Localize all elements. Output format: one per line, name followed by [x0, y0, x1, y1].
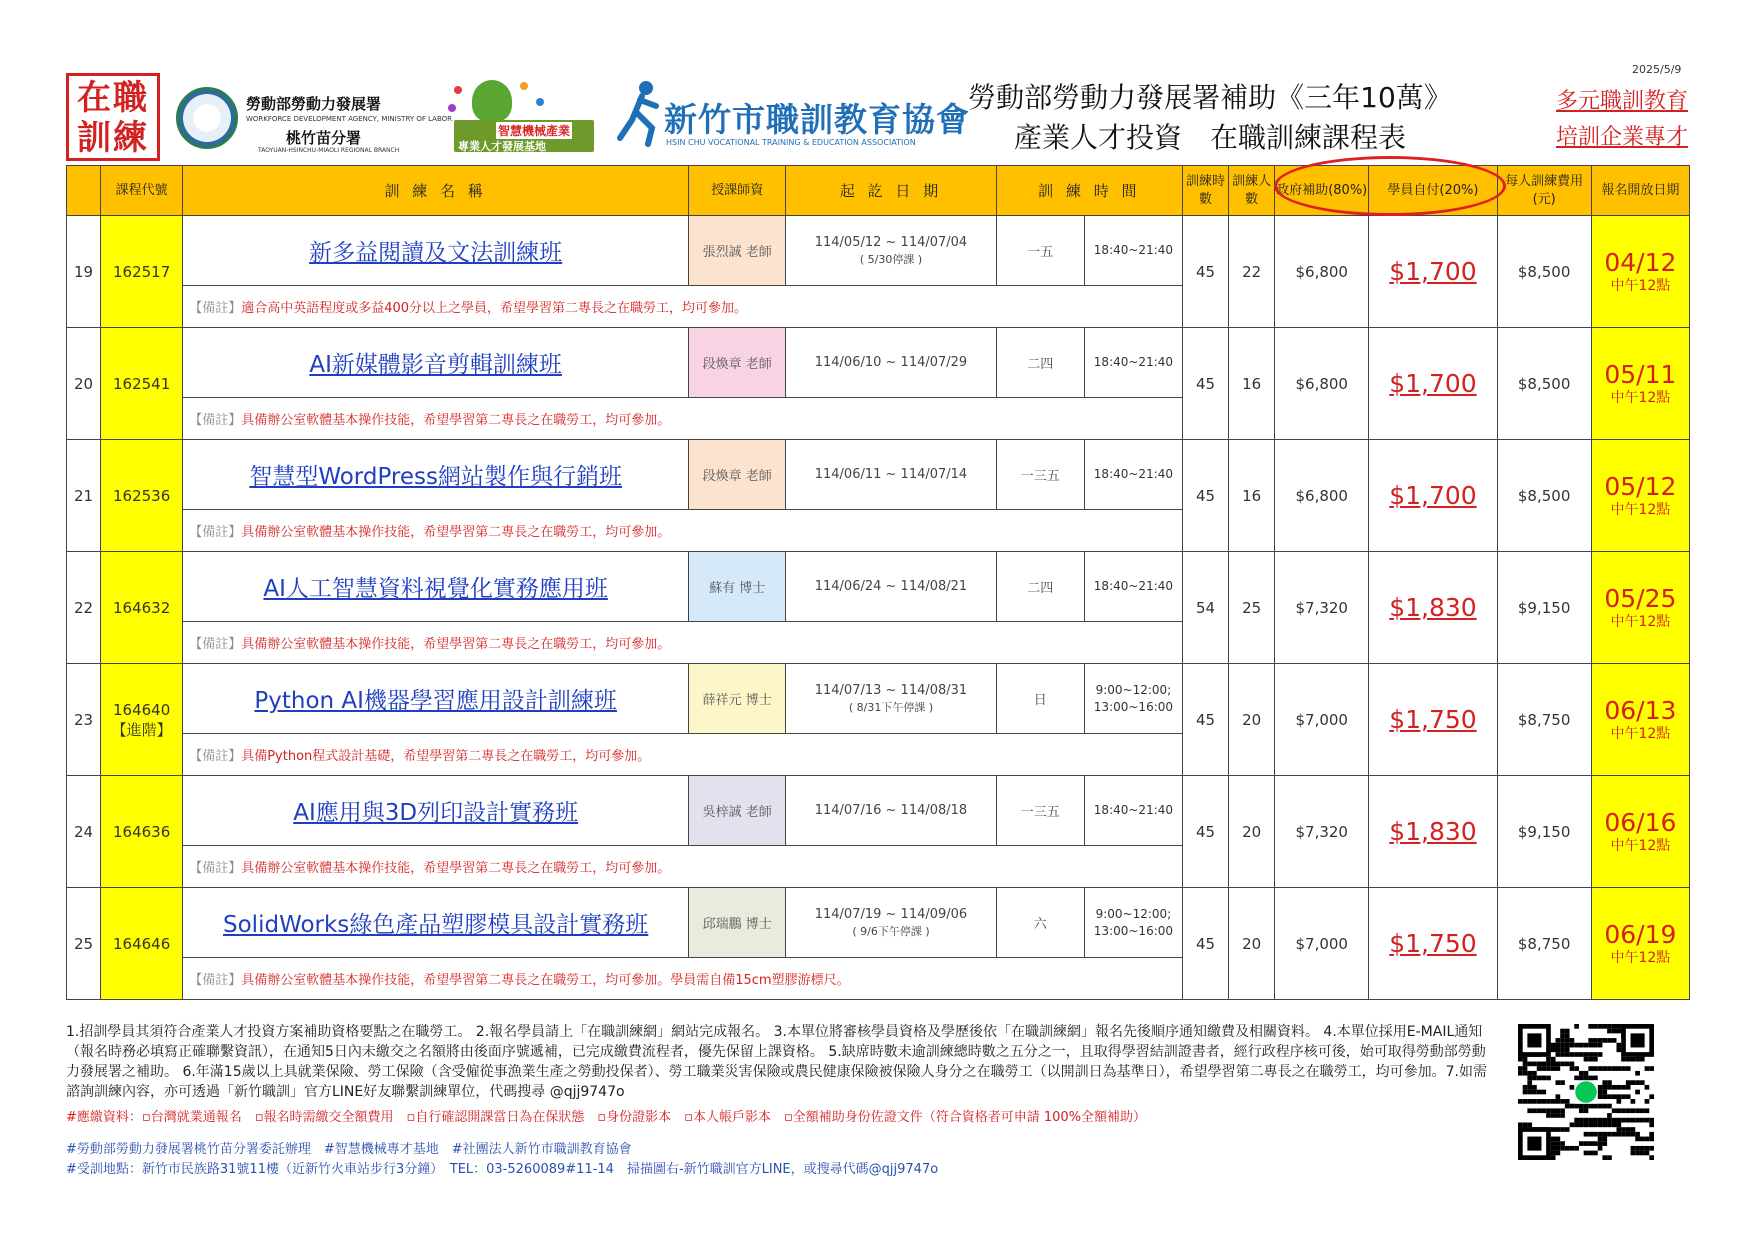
note-prefix: 【備註】 — [189, 413, 242, 428]
course-level: 【進階】 — [111, 720, 172, 739]
course-days: 一三五 — [996, 776, 1084, 846]
course-name-link[interactable]: AI新媒體影音剪輯訓練班 — [309, 352, 562, 378]
in-service-training-badge — [66, 73, 160, 161]
course-note-cell — [183, 846, 1183, 888]
course-dates: 114/07/13 ~ 114/08/31 — [814, 682, 968, 698]
course-fee: $8,500 — [1497, 216, 1591, 328]
course-fee: $8,500 — [1497, 328, 1591, 440]
course-note: 具備辦公室軟體基本操作技能，希望學習第二專長之在職勞工，均可參加。學員需自備15cm塑膠游標尺。 — [241, 973, 850, 988]
course-open-time: 中午12點 — [1610, 725, 1671, 742]
course-teacher: 薛祥元 博士 — [689, 664, 786, 734]
badge-line2: 訓練 — [77, 118, 149, 158]
course-fee: $8,750 — [1497, 664, 1591, 776]
course-time-cell — [1084, 440, 1182, 510]
course-open-time: 中午12點 — [1610, 949, 1671, 966]
course-fee: $8,750 — [1497, 888, 1591, 1000]
course-code-cell — [101, 328, 183, 440]
note-prefix: 【備註】 — [189, 525, 242, 540]
course-open-cell — [1591, 776, 1689, 888]
course-code: 164636 — [113, 822, 171, 841]
required-documents: #應繳資料：▫台灣就業通報名 ▫報名時需繳交全額費用 ▫自行確認開課當日為在保狀態 ▫身份證影本 ▫本人帳戶影本 ▫全額補助身份佐證文件（符合資格者可申請 100%全額補助） — [66, 1110, 1147, 1125]
course-code: 162536 — [113, 486, 171, 505]
course-time-cell — [1084, 328, 1182, 398]
course-student-pay-cell — [1369, 440, 1497, 552]
agency-name: 勞動部勞動力發展署 — [246, 95, 382, 113]
course-people: 25 — [1229, 552, 1275, 664]
course-open-time: 中午12點 — [1610, 277, 1671, 294]
course-open-cell — [1591, 216, 1689, 328]
course-name-link[interactable]: Python AI機器學習應用設計訓練班 — [254, 688, 617, 714]
course-schedule-table — [66, 165, 1690, 1000]
course-dates-cell — [786, 776, 996, 846]
course-open-date: 05/11 — [1604, 359, 1677, 389]
course-teacher: 段煥章 老師 — [689, 440, 786, 510]
course-code-cell — [101, 664, 183, 776]
course-note: 具備辦公室軟體基本操作技能，希望學習第二專長之在職勞工，均可參加。 — [241, 525, 671, 540]
course-dates-cell — [786, 328, 996, 398]
header-dates: 起 訖 日 期 — [786, 166, 996, 216]
course-gov-subsidy: $7,000 — [1275, 888, 1369, 1000]
date-stamp: 2025/5/9 — [1632, 63, 1682, 76]
course-dates-cell — [786, 664, 996, 734]
course-name-cell[interactable] — [183, 216, 689, 286]
course-index: 21 — [67, 440, 101, 552]
course-dates-note: ( 9/6下午停課 ) — [852, 924, 930, 938]
page-title — [940, 78, 1480, 158]
course-teacher: 蘇有 博士 — [689, 552, 786, 622]
header-hours: 訓練時數 — [1183, 166, 1229, 216]
course-days: 一三五 — [996, 440, 1084, 510]
course-index: 25 — [67, 888, 101, 1000]
header-name: 訓 練 名 稱 — [183, 166, 689, 216]
course-open-date: 06/19 — [1604, 919, 1677, 949]
title-line1: 勞動部勞動力發展署補助《三年10萬》 — [968, 81, 1452, 114]
course-people: 20 — [1229, 888, 1275, 1000]
note-prefix: 【備註】 — [189, 637, 242, 652]
sponsor-tags: #勞動部勞動力發展署桃竹苗分署委託辦理 #智慧機械專才基地 #社團法人新竹市職訓教育協會 — [66, 1142, 632, 1157]
course-index: 20 — [67, 328, 101, 440]
note-prefix: 【備註】 — [189, 861, 242, 876]
course-student-pay: $1,830 — [1389, 593, 1477, 622]
course-people: 16 — [1229, 328, 1275, 440]
labor-agency-logo — [176, 85, 453, 155]
header-teacher: 授課師資 — [689, 166, 786, 216]
course-note-cell — [183, 510, 1183, 552]
slogan-line1: 多元職訓教育 — [1555, 89, 1688, 114]
course-student-pay: $1,750 — [1389, 929, 1477, 958]
course-hours: 45 — [1183, 776, 1229, 888]
header-no — [67, 166, 101, 216]
course-open-date: 06/13 — [1604, 695, 1677, 725]
course-row — [67, 328, 1690, 398]
agency-english: WORKFORCE DEVELOPMENT AGENCY, MINISTRY OF LABOR — [246, 115, 453, 123]
course-people: 20 — [1229, 664, 1275, 776]
course-hours: 45 — [1183, 440, 1229, 552]
course-gov-subsidy: $7,000 — [1275, 664, 1369, 776]
course-time1: 9:00~12:00; — [1095, 682, 1172, 697]
course-open-cell — [1591, 664, 1689, 776]
course-hours: 45 — [1183, 328, 1229, 440]
course-name-link[interactable]: 新多益閱讀及文法訓練班 — [309, 240, 563, 266]
course-row — [67, 440, 1690, 510]
course-student-pay-cell — [1369, 888, 1497, 1000]
course-note-cell — [183, 622, 1183, 664]
course-code-cell — [101, 888, 183, 1000]
course-note-cell — [183, 958, 1183, 1000]
course-teacher: 邱瑞鵬 博士 — [689, 888, 786, 958]
course-name-link[interactable]: SolidWorks綠色產品塑膠模具設計實務班 — [223, 912, 649, 938]
course-code-cell — [101, 552, 183, 664]
course-note: 具備辦公室軟體基本操作技能，希望學習第二專長之在職勞工，均可參加。 — [241, 637, 671, 652]
course-time1: 18:40~21:40 — [1093, 355, 1174, 369]
table-header-row — [67, 166, 1690, 216]
course-days: 六 — [996, 888, 1084, 958]
course-open-time: 中午12點 — [1610, 613, 1671, 630]
course-name-cell[interactable] — [183, 440, 689, 510]
course-name-cell[interactable] — [183, 664, 689, 734]
course-teacher: 段煥章 老師 — [689, 328, 786, 398]
course-time1: 18:40~21:40 — [1093, 803, 1174, 817]
course-code: 162541 — [113, 374, 171, 393]
course-fee: $9,150 — [1497, 552, 1591, 664]
header-time: 訓 練 時 間 — [996, 166, 1182, 216]
course-student-pay-cell — [1369, 216, 1497, 328]
course-code-cell — [101, 440, 183, 552]
course-name-cell[interactable] — [183, 888, 689, 958]
course-time-cell — [1084, 776, 1182, 846]
course-note: 適合高中英語程度或多益400分以上之學員，希望學習第二專長之在職勞工，均可參加。 — [241, 301, 748, 316]
runner-figure-icon — [612, 78, 664, 148]
header-people: 訓練人數 — [1229, 166, 1275, 216]
slogan-line2: 培訓企業專才 — [1555, 125, 1688, 150]
course-code: 164640 — [113, 700, 171, 719]
course-open-cell — [1591, 328, 1689, 440]
course-name-link[interactable]: AI應用與3D列印設計實務班 — [293, 800, 579, 826]
course-dates: 114/06/24 ~ 114/08/21 — [814, 579, 968, 594]
slogan — [1508, 84, 1688, 156]
note-prefix: 【備註】 — [189, 749, 242, 764]
course-index: 22 — [67, 552, 101, 664]
course-gov-subsidy: $6,800 — [1275, 328, 1369, 440]
association-name: 新竹市職訓教育協會 — [664, 100, 970, 139]
course-hours: 45 — [1183, 216, 1229, 328]
course-open-cell — [1591, 440, 1689, 552]
note-prefix: 【備註】 — [189, 301, 242, 316]
note-prefix: 【備註】 — [189, 973, 242, 988]
course-time-cell — [1084, 552, 1182, 622]
course-dates: 114/07/16 ~ 114/08/18 — [814, 803, 968, 818]
association-english: HSIN CHU VOCATIONAL TRAINING & EDUCATION ASSOCIATION — [666, 138, 916, 147]
course-gov-subsidy: $7,320 — [1275, 552, 1369, 664]
course-dates: 114/05/12 ~ 114/07/04 — [814, 234, 968, 250]
course-days: 日 — [996, 664, 1084, 734]
course-open-cell — [1591, 552, 1689, 664]
course-student-pay-cell — [1369, 552, 1497, 664]
course-gov-subsidy: $6,800 — [1275, 440, 1369, 552]
course-open-time: 中午12點 — [1610, 501, 1671, 518]
course-dates: 114/06/10 ~ 114/07/29 — [814, 355, 968, 370]
course-code-cell — [101, 216, 183, 328]
course-note-cell — [183, 286, 1183, 328]
header-fee: 每人訓練費用(元) — [1497, 166, 1591, 216]
course-days: 二四 — [996, 552, 1084, 622]
training-address: #受訓地點：新竹市民族路31號11樓（近新竹火車站步行3分鐘） TEL：03-5260089#11-14 掃描圖右-新竹職訓官方LINE，或搜尋代碼@qjj9747o — [66, 1162, 939, 1177]
course-open-cell — [1591, 888, 1689, 1000]
course-open-date: 04/12 — [1604, 247, 1677, 277]
badge-line1: 在職 — [77, 78, 149, 118]
course-fee: $8,500 — [1497, 440, 1591, 552]
course-people: 16 — [1229, 440, 1275, 552]
course-time-cell — [1084, 664, 1182, 734]
header-gov-subsidy: 政府補助(80%) — [1275, 166, 1369, 216]
agency-seal-icon — [176, 87, 238, 149]
course-name-link[interactable]: 智慧型WordPress網站製作與行銷班 — [249, 464, 622, 490]
course-name-cell[interactable] — [183, 328, 689, 398]
course-row — [67, 216, 1690, 286]
course-dates-cell — [786, 216, 996, 286]
course-people: 20 — [1229, 776, 1275, 888]
hsinchu-association-logo — [612, 78, 970, 156]
branch-name: 桃竹苗分署 — [286, 129, 362, 147]
course-open-time: 中午12點 — [1610, 837, 1671, 854]
registration-rules: 1.招訓學員其須符合產業人才投資方案補助資格要點之在職勞工。 2.報名學員請上「在職訓練網」網站完成報名。 3.本單位將審核學員資格及學歷後依「在職訓練網」報名先後順序通知繳費及相關資料。 4.本單位採用E-MAIL通知（報名時務必填寫正確聯繫資訊），在通知5日內未繳交之名額將由後面序號遞補，已完成繳費流程者，優先保留上課資格。 5.缺席時數未逾訓練總時數之五分之一，且取得學習結訓證書者，經行政程序核可後，始可取得勞動部勞動力發展署之補助。 6.年滿15歲以上具就業保險、勞工保險（含受僱從事漁業生產之勞動投保者）、勞工職業災害保險或農民健康保險被保險人身分之在職勞工（以開訓日為基準日），希望學習第二專長之在職勞工，均可參加。7.如需諮詢訓練內容，亦可透過「新竹職訓」官方LINE好友聯繫訓練單位，代碼搜尋 @qjj9747o — [66, 1024, 1487, 1100]
course-gov-subsidy: $6,800 — [1275, 216, 1369, 328]
course-student-pay-cell — [1369, 664, 1497, 776]
course-open-date: 05/25 — [1604, 583, 1677, 613]
course-teacher: 吳梓誠 老師 — [689, 776, 786, 846]
smart-logo-line1: 智慧機械產業 — [498, 124, 571, 138]
course-student-pay: $1,700 — [1389, 481, 1477, 510]
course-dates: 114/06/11 ~ 114/07/14 — [814, 467, 968, 482]
course-open-date: 05/12 — [1604, 471, 1677, 501]
course-row — [67, 552, 1690, 622]
course-note: 具備辦公室軟體基本操作技能，希望學習第二專長之在職勞工，均可參加。 — [241, 413, 671, 428]
course-note-cell — [183, 398, 1183, 440]
course-index: 24 — [67, 776, 101, 888]
course-time1: 18:40~21:40 — [1093, 579, 1174, 593]
course-index: 23 — [67, 664, 101, 776]
course-dates-cell — [786, 888, 996, 958]
course-name-cell[interactable] — [183, 776, 689, 846]
course-dates-note: ( 5/30停課 ) — [859, 252, 923, 266]
course-time2: 13:00~16:00 — [1093, 923, 1174, 938]
course-note: 具備Python程式設計基礎，希望學習第二專長之在職勞工，均可參加。 — [241, 749, 651, 764]
course-row — [67, 776, 1690, 846]
course-hours: 45 — [1183, 664, 1229, 776]
course-student-pay-cell — [1369, 328, 1497, 440]
course-note: 具備辦公室軟體基本操作技能，希望學習第二專長之在職勞工，均可參加。 — [241, 861, 671, 876]
course-dates-cell — [786, 440, 996, 510]
tree-icon — [472, 80, 512, 122]
course-days: 二四 — [996, 328, 1084, 398]
course-open-time: 中午12點 — [1610, 389, 1671, 406]
course-gov-subsidy: $7,320 — [1275, 776, 1369, 888]
smart-logo-line2: 專業人才發展基地 — [458, 140, 546, 153]
course-hours: 54 — [1183, 552, 1229, 664]
header-code: 課程代號 — [101, 166, 183, 216]
course-code: 164632 — [113, 598, 171, 617]
course-student-pay: $1,830 — [1389, 817, 1477, 846]
title-line2: 產業人才投資 在職訓練課程表 — [1013, 121, 1406, 154]
course-note-cell — [183, 734, 1183, 776]
course-dates-note: ( 8/31下午停課 ) — [848, 700, 934, 714]
course-time1: 18:40~21:40 — [1093, 243, 1174, 257]
course-open-date: 06/16 — [1604, 807, 1677, 837]
course-student-pay: $1,700 — [1389, 257, 1477, 286]
course-time2: 13:00~16:00 — [1093, 699, 1174, 714]
header-open-date: 報名開放日期 — [1591, 166, 1689, 216]
course-time-cell — [1084, 216, 1182, 286]
course-index: 19 — [67, 216, 101, 328]
header-student-pay: 學員自付(20%) — [1369, 166, 1497, 216]
course-people: 22 — [1229, 216, 1275, 328]
course-name-link[interactable]: AI人工智慧資料視覺化實務應用班 — [263, 576, 608, 602]
course-days: 一五 — [996, 216, 1084, 286]
course-time1: 18:40~21:40 — [1093, 467, 1174, 481]
branch-english: TAOYUAN-HSINCHU-MIAOLI REGIONAL BRANCH — [258, 147, 400, 154]
course-name-cell[interactable] — [183, 552, 689, 622]
course-code-cell — [101, 776, 183, 888]
course-time-cell — [1084, 888, 1182, 958]
course-dates-cell — [786, 552, 996, 622]
course-code: 164646 — [113, 934, 171, 953]
course-code: 162517 — [113, 262, 171, 281]
course-student-pay-cell — [1369, 776, 1497, 888]
course-student-pay: $1,750 — [1389, 705, 1477, 734]
course-dates: 114/07/19 ~ 114/09/06 — [814, 906, 968, 922]
course-fee: $9,150 — [1497, 776, 1591, 888]
course-time1: 9:00~12:00; — [1095, 906, 1172, 921]
course-row — [67, 664, 1690, 734]
course-student-pay: $1,700 — [1389, 369, 1477, 398]
smart-machinery-logo — [446, 80, 596, 156]
course-teacher: 張烈誠 老師 — [689, 216, 786, 286]
line-qr-code-icon[interactable] — [1518, 1024, 1654, 1160]
course-hours: 45 — [1183, 888, 1229, 1000]
course-row — [67, 888, 1690, 958]
